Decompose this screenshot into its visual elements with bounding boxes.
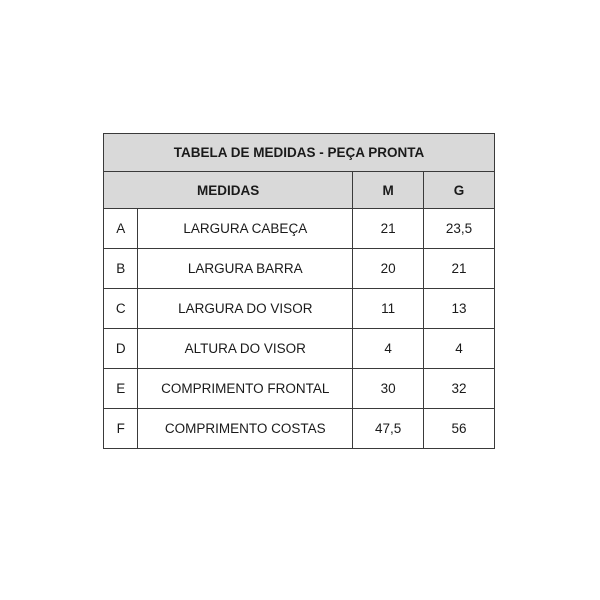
table-title-row (104, 134, 495, 172)
header-measures: MEDIDAS (104, 172, 353, 209)
table-title: TABELA DE MEDIDAS - PEÇA PRONTA (104, 134, 495, 172)
header-size-g: G (424, 172, 495, 209)
row-value-g: 32 (424, 369, 495, 409)
header-size-m: M (353, 172, 424, 209)
table-row (104, 329, 495, 369)
row-value-m: 21 (353, 209, 424, 249)
row-letter: B (104, 249, 138, 289)
row-value-m: 4 (353, 329, 424, 369)
table-row (104, 209, 495, 249)
row-letter: E (104, 369, 138, 409)
row-letter: C (104, 289, 138, 329)
row-value-g: 4 (424, 329, 495, 369)
table-row (104, 289, 495, 329)
row-measure-name: COMPRIMENTO FRONTAL (138, 369, 353, 409)
row-measure-name: LARGURA DO VISOR (138, 289, 353, 329)
row-value-m: 11 (353, 289, 424, 329)
row-value-g: 23,5 (424, 209, 495, 249)
table-row (104, 249, 495, 289)
row-value-g: 21 (424, 249, 495, 289)
row-letter: F (104, 409, 138, 449)
row-measure-name: LARGURA BARRA (138, 249, 353, 289)
row-letter: D (104, 329, 138, 369)
table-row (104, 409, 495, 449)
row-value-m: 47,5 (353, 409, 424, 449)
row-measure-name: COMPRIMENTO COSTAS (138, 409, 353, 449)
row-value-m: 30 (353, 369, 424, 409)
row-measure-name: ALTURA DO VISOR (138, 329, 353, 369)
row-value-m: 20 (353, 249, 424, 289)
table-row (104, 369, 495, 409)
row-measure-name: LARGURA CABEÇA (138, 209, 353, 249)
row-value-g: 13 (424, 289, 495, 329)
row-value-g: 56 (424, 409, 495, 449)
measurements-table (103, 133, 495, 449)
table-header-row (104, 172, 495, 209)
row-letter: A (104, 209, 138, 249)
